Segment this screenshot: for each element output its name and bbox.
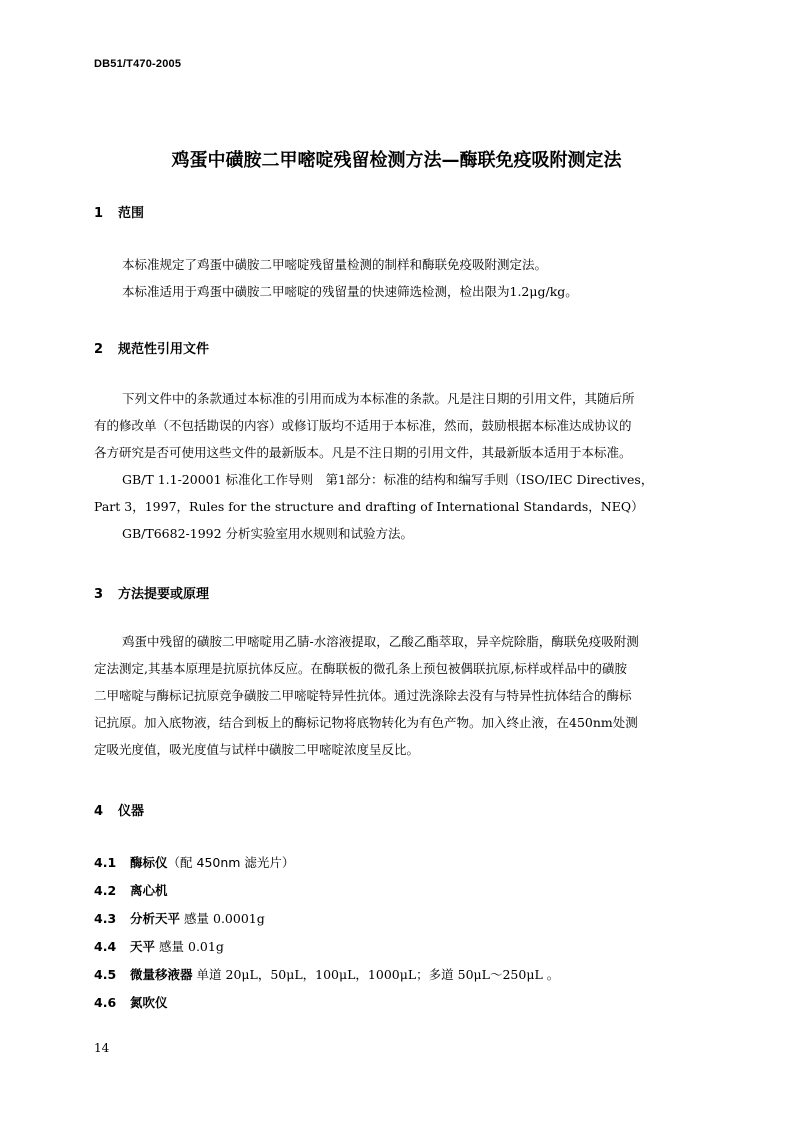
page-number: 14 — [94, 1041, 110, 1055]
instrument-item — [94, 909, 265, 927]
item-name: 微量移液器 — [130, 967, 193, 982]
section-number: 2 — [94, 342, 104, 357]
section-4-heading — [94, 800, 144, 819]
text-line: 记抗原。加入底物液，结合到板上的酶标记物将底物转化为有色产物。加入终止液，在450nm处测 — [94, 715, 638, 730]
text-line: 鸡蛋中残留的磺胺二甲嘧啶用乙腈-水溶液提取，乙酸乙酯萃取，异辛烷除脂，酶联免疫吸附测 — [122, 634, 639, 649]
paragraph: 本标准适用于鸡蛋中磺胺二甲嘧啶的残留量的快速筛选检测，检出限为1.2μg/kg。 — [122, 284, 578, 299]
item-description: 感量 0.01g — [159, 939, 224, 954]
section-title: 规范性引用文件 — [118, 342, 210, 357]
paragraph: 本标准规定了鸡蛋中磺胺二甲嘧啶残留量检测的制样和酶联免疫吸附测定法。 — [122, 257, 548, 272]
text-line: 有的修改单（不包括勘误的内容）或修订版均不适用于本标准，然而，鼓励根据本标准达成协议的 — [94, 418, 632, 433]
section-3-heading — [94, 583, 209, 602]
section-1-heading — [94, 202, 144, 221]
standard-code-header: DB51/T470-2005 — [94, 58, 182, 70]
section-title: 仪器 — [118, 804, 145, 819]
instrument-item — [94, 853, 294, 871]
item-number: 4.4 — [94, 939, 117, 954]
section-1-body — [94, 251, 698, 305]
section-title: 方法提要或原理 — [118, 587, 210, 602]
item-number: 4.2 — [94, 883, 117, 898]
text-line: 下列文件中的条款通过本标准的引用而成为本标准的条款。凡是注日期的引用文件，其随后所 — [122, 391, 635, 406]
item-name: 分析天平 — [130, 911, 181, 926]
item-number: 4.5 — [94, 967, 117, 982]
instrument-item — [94, 937, 224, 955]
text-line: Part 3，1997，Rules for the structure and drafting of International Standards，NEQ） — [94, 499, 644, 514]
text-line: 定吸光度值，吸光度值与试样中磺胺二甲嘧啶浓度呈反比。 — [94, 742, 420, 757]
text-line: GB/T6682-1992 分析实验室用水规则和试验方法。 — [122, 526, 414, 541]
item-name: 天平 — [130, 939, 156, 954]
item-description: （配 450nm 滤光片） — [167, 855, 295, 870]
section-number: 4 — [94, 804, 104, 819]
item-name: 离心机 — [130, 883, 168, 898]
section-2-body — [94, 385, 698, 547]
section-number: 1 — [94, 206, 104, 221]
text-line: GB/T 1.1-20001 标准化工作导则 第1部分：标准的结构和编写手则（ISO/IEC Directives， — [122, 472, 654, 487]
instrument-item — [94, 965, 559, 983]
item-number: 4.6 — [94, 995, 117, 1010]
item-number: 4.1 — [94, 855, 117, 870]
item-description: 感量 0.0001g — [184, 911, 265, 926]
section-title: 范围 — [118, 206, 145, 221]
item-description: 单道 20μL，50μL，100μL，1000μL；多道 50μL～250μL 。 — [196, 967, 560, 982]
section-number: 3 — [94, 587, 104, 602]
instrument-item — [94, 993, 168, 1011]
page-title: 鸡蛋中磺胺二甲嘧啶残留检测方法—酶联免疫吸附测定法 — [171, 150, 622, 171]
item-name: 酶标仪 — [130, 855, 168, 870]
section-3-body — [94, 628, 698, 763]
item-number: 4.3 — [94, 911, 117, 926]
item-name: 氮吹仪 — [130, 995, 168, 1010]
text-line: 二甲嘧啶与酶标记抗原竞争磺胺二甲嘧啶特异性抗体。通过洗涤除去没有与特异性抗体结合的酶标 — [94, 688, 632, 703]
instrument-item — [94, 881, 168, 899]
section-2-heading — [94, 338, 209, 357]
text-line: 定法测定,其基本原理是抗原抗体反应。在酶联板的微孔条上预包被偶联抗原,标样或样品中的磺胺 — [94, 661, 627, 676]
text-line: 各方研究是否可使用这些文件的最新版本。凡是不注日期的引用文件，其最新版本适用于本标准。 — [94, 445, 632, 460]
